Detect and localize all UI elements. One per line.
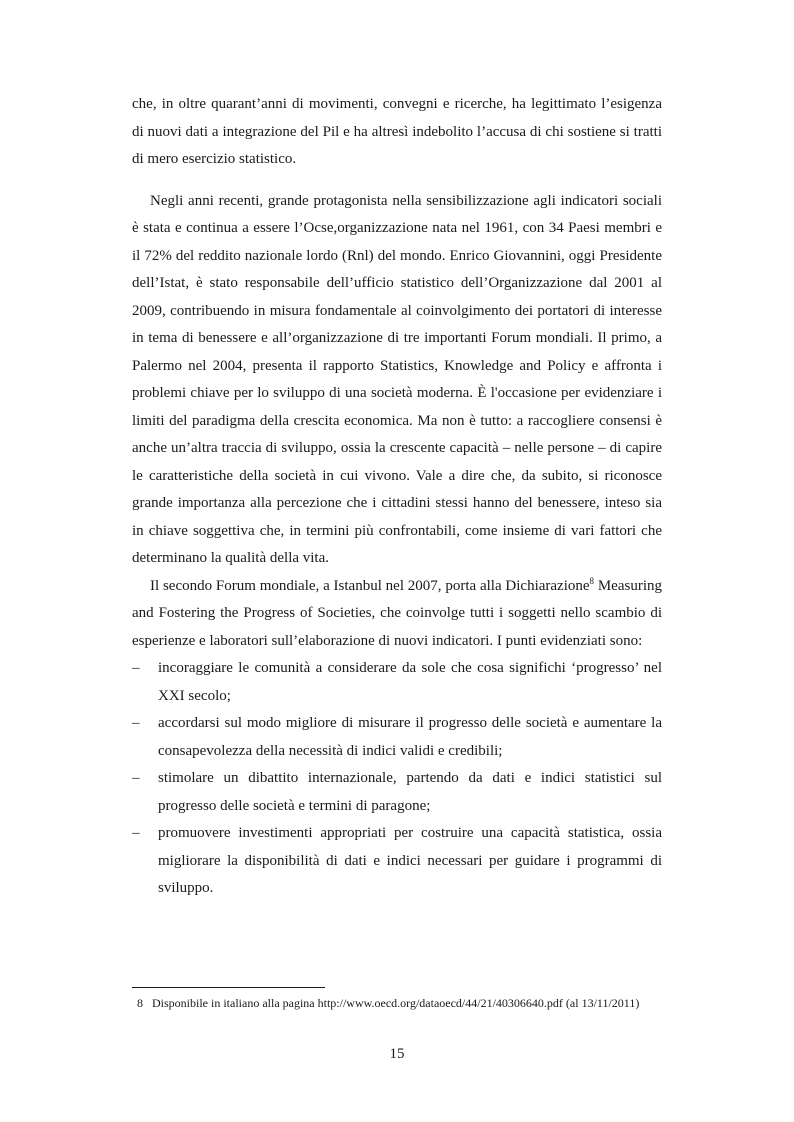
dash-marker: –: [132, 660, 140, 676]
list-item: [132, 820, 662, 903]
dash-marker: –: [132, 770, 140, 786]
dash-marker: –: [132, 715, 140, 731]
paragraph-continuation: che, in oltre quarant’anni di movimenti, convegni e ricerche, ha legittimato l’esigenza di nuovi dati a integrazione del Pil e ha altresì indebolito l’accusa di chi sostiene si tratti di mero esercizio statistico.: [132, 96, 662, 167]
footnote-divider: [132, 987, 325, 988]
paragraph-istanbul-text-end: Measuring and Fostering the Progress of Societies, che coinvolge tutti i soggetti nello scambio di esperienze e laboratori sull’elaborazione di nuovi indicatori. I punti evidenziati sono:: [132, 577, 662, 649]
paragraph-istanbul-text-start: Il secondo Forum mondiale, a Istanbul nel 2007, porta alla Dichiarazione: [150, 577, 590, 594]
footnote: [132, 996, 662, 1011]
dash-marker: –: [132, 825, 140, 841]
list-item: [132, 765, 662, 820]
list-item-text: accordarsi sul modo migliore di misurare il progresso delle società e aumentare la consapevolezza della necessità di indici validi e credibili;: [158, 715, 662, 759]
bullet-list: [132, 655, 662, 903]
list-item: [132, 710, 662, 765]
list-item-text: stimolare un dibattito internazionale, partendo da dati e indici statistici sul progresso delle società e termini di paragone;: [158, 770, 662, 814]
page-body: [132, 91, 662, 903]
footnote-reference[interactable]: 8: [589, 575, 595, 586]
paragraph-istanbul-forum: [132, 573, 662, 656]
footnote-text: Disponibile in italiano alla pagina http://www.oecd.org/dataoecd/44/21/40306640.pdf (al 13/11/2011): [152, 996, 640, 1010]
list-item-text: incoraggiare le comunità a considerare da sole che cosa significhi ‘progresso’ nel XXI secolo;: [158, 660, 662, 704]
list-item-text: promuovere investimenti appropriati per costruire una capacità statistica, ossia migliorare la disponibilità di dati e indici necessari per guidare i programmi di sviluppo.: [158, 825, 662, 896]
list-item: [132, 655, 662, 710]
paragraph-ocse: Negli anni recenti, grande protagonista nella sensibilizzazione agli indicatori sociali è stata e continua a essere l’Ocse,organizzazione nata nel 1961, con 34 Paesi membri e il 72% del reddito nazionale lordo (Rnl) del mondo. Enrico Giovannini, oggi Presidente dell’Istat, è stato responsabile dell’ufficio statistico dell’Organizzazione dal 2001 al 2009, contribuendo in misura fondamentale al coinvolgimento dei portatori di interesse in tema di benessere e all’organizzazione di tre importanti Forum mondiali. Il primo, a Palermo nel 2004, presenta il rapporto Statistics, Knowledge and Policy e affronta i problemi chiave per lo sviluppo di una società moderna. È l'occasione per evidenziare i limiti del paradigma della crescita economica. Ma non è tutto: a raccogliere consensi è anche un’altra traccia di sviluppo, ossia la crescente capacità – nelle persone – di capire le caratteristiche della società in cui vivono. Vale a dire che, da subito, si riconosce grande importanza alla percezione che i cittadini stessi hanno del benessere, inteso sia in chiave soggettiva che, in termini più confrontabili, come insieme di vari fattori che determinano la qualità della vita.: [132, 192, 662, 566]
page-number: 15: [389, 1046, 405, 1062]
footnote-number: 8: [137, 996, 143, 1010]
